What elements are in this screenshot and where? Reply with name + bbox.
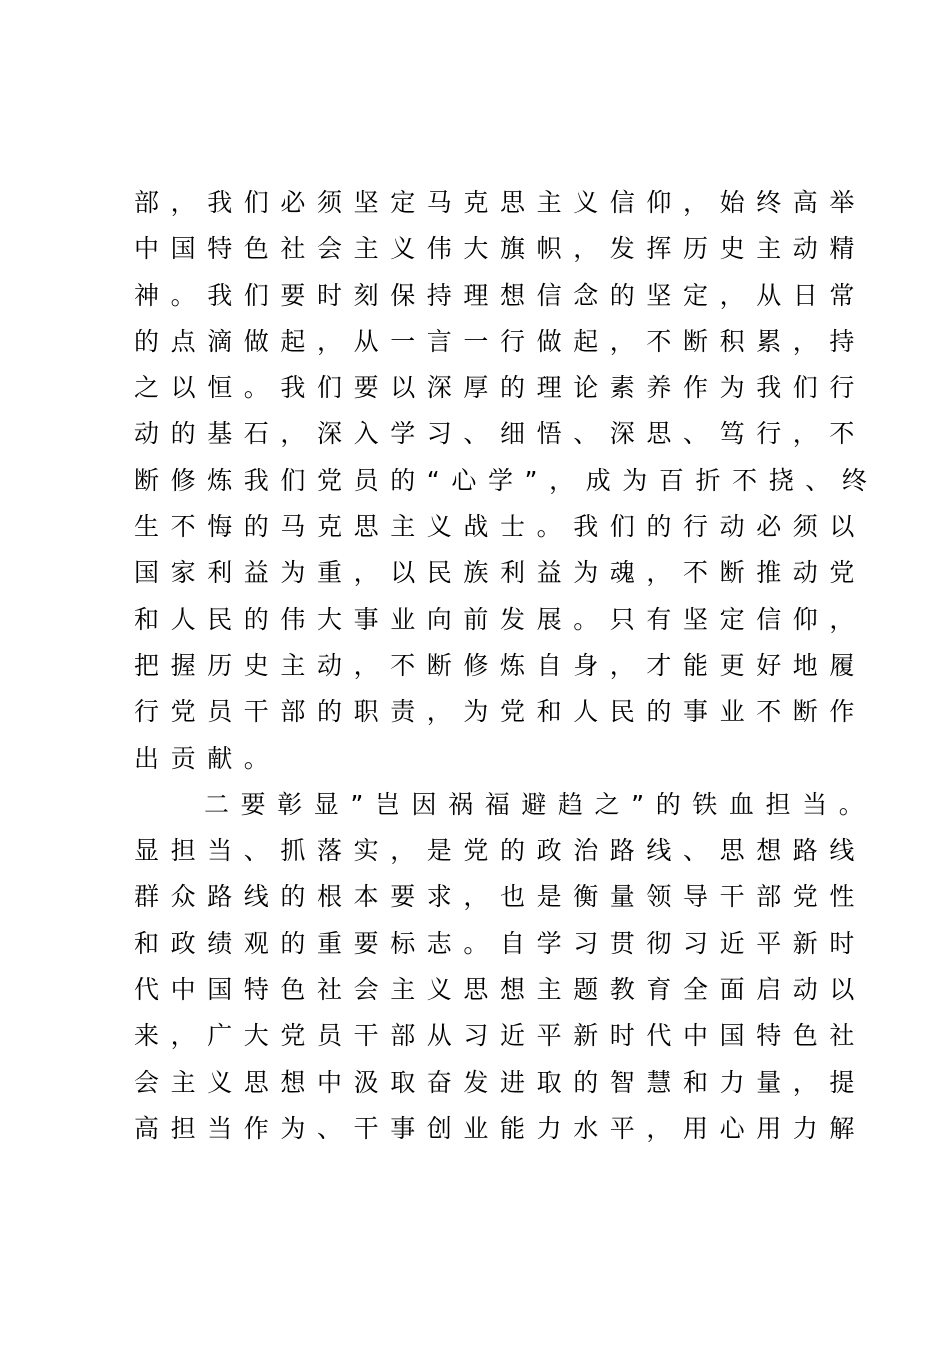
- body-text: [134, 180, 879, 1152]
- text-line: 断修炼我们党员的“心学”，成为百折不挠、终: [134, 465, 879, 495]
- text-line: 神。我们要时刻保持理想信念的坚定，从日常: [134, 280, 867, 310]
- text-line: 的点滴做起，从一言一行做起，不断积累，持: [134, 326, 867, 356]
- text-line: 和人民的伟大事业向前发展。只有坚定信仰，: [134, 604, 867, 634]
- paragraph-heading-line: 二要彰显”岂因祸福避趋之”的铁血担当。: [204, 789, 876, 819]
- text-line: 国家利益为重，以民族利益为魂，不断推动党: [134, 558, 867, 588]
- text-line: 和政绩观的重要标志。自学习贯彻习近平新时: [134, 928, 867, 958]
- text-line: 中国特色社会主义伟大旗帜，发挥历史主动精: [134, 234, 867, 264]
- text-line: 来，广大党员干部从习近平新时代中国特色社: [134, 1021, 867, 1051]
- text-line: 把握历史主动，不断修炼自身，才能更好地履: [134, 650, 867, 680]
- text-line: 之以恒。我们要以深厚的理论素养作为我们行: [134, 373, 867, 403]
- text-line: 动的基石，深入学习、细悟、深思、笃行，不: [134, 419, 867, 449]
- text-line: 生不悔的马克思主义战士。我们的行动必须以: [134, 512, 867, 542]
- text-line: 群众路线的根本要求，也是衡量领导干部党性: [134, 882, 867, 912]
- text-line: 部，我们必须坚定马克思主义信仰，始终高举: [134, 188, 867, 217]
- text-line: 代中国特色社会主义思想主题教育全面启动以: [134, 975, 867, 1005]
- text-line: 行党员干部的职责，为党和人民的事业不断作: [134, 697, 867, 727]
- text-line: 显担当、抓落实，是党的政治路线、思想路线: [134, 836, 867, 866]
- text-line: 高担当作为、干事创业能力水平，用心用力解: [134, 1113, 867, 1143]
- text-line: 会主义思想中汲取奋发进取的智慧和力量，提: [134, 1067, 867, 1097]
- text-line: 出贡献。: [134, 743, 281, 773]
